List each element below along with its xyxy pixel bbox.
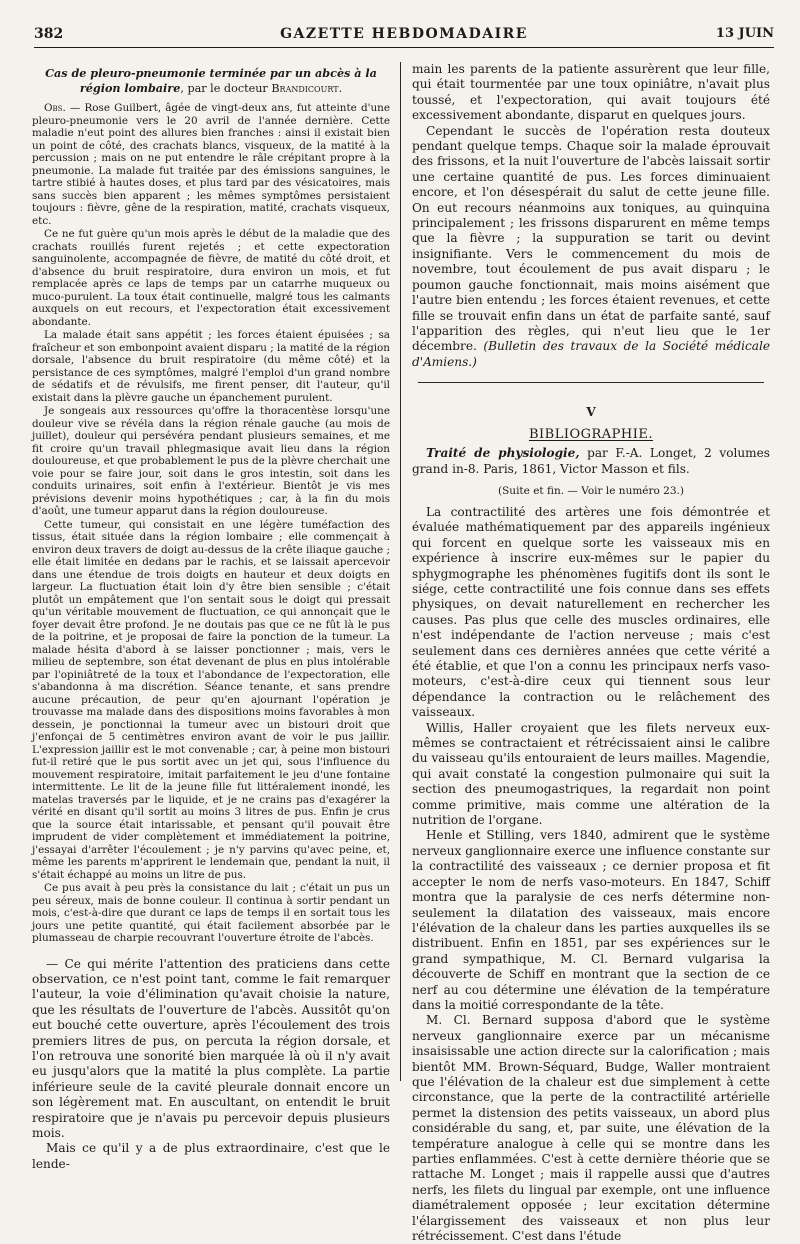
paragraph: Mais ce qu'il y a de plus extraordinaire, c'est que le lende- (32, 1141, 390, 1171)
right-column (412, 62, 770, 1244)
paragraph (32, 102, 390, 227)
paragraph (412, 124, 770, 371)
left-column (32, 62, 390, 1171)
paragraph: La malade était sans appétit ; les forces étaient épuisées ; sa fraîcheur et son embonpoint avaient disparu ; la matité de la région dorsale, l'absence du bruit respiratoire (du même côté) et la persistance de ces symptômes, malgré l'emploi d'un grand nombre de sédatifs et de révulsifs, me firent penser, dit l'auteur, qu'il existait dans la plèvre gauche un épanchement purulent. (32, 329, 390, 404)
commentary-text (32, 957, 390, 1173)
book-title: Traité de physiologie, (426, 446, 580, 461)
article-title-byline: , par le docteur (180, 82, 268, 95)
paragraph: Je songeais aux ressources qu'offre la thoracentèse lorsqu'une douleur vive se révéla dans la région rénale gauche (au mois de juillet), douleur qui persévéra pendant plusieurs semaines, et me fit croire qu'un travail phlegmasique avait lieu dans la région douloureuse, et que probablement le pus de la plèvre cherchait une voie pour se faire jour, soit dans le gros intestin, soit dans les conduits urinaires, soit enfin à l'extérieur. Bientôt je vis mes prévisions devenir moins hypothétiques ; car, à la fin du mois d'août, une tumeur apparut dans la région douloureuse. (32, 405, 390, 517)
page-header (34, 22, 774, 48)
continuation-note: (Suite et fin. — Voir le numéro 23.) (498, 484, 684, 497)
paragraph: Ce pus avait à peu près la consistance du lait ; c'était un pus un peu séreux, mais de bonne couleur. Il continua à sortir pendant un mois, c'est-à-dire que durant ce laps de temps il en sortait tous les jours une petite quantité, qui était facilement absorbée par le plumasseau de charpie recouvrant l'ouverture étroite de l'abcès. (32, 882, 390, 944)
issue-date: 13 JUIN (715, 26, 774, 41)
article-title (38, 66, 384, 96)
source-citation: (Bulletin des travaux de la Société médicale d'Amiens.) (412, 339, 770, 369)
bibliography-entry (412, 446, 770, 477)
observation-text (32, 102, 390, 945)
paragraph-text: Rose Guilbert, âgée de vingt-deux ans, fut atteinte d'une pleuro-pneumonie vers le 20 avril de l'année dernière. Cette maladie n'eut point des allures bien franches : ainsi il existait bien un point de côté, des crachats blancs, visqueux, de la matité à la percussion ; mais on ne put entendre le râle crépitant propre à la pneumonie. La malade fut traitée par des émissions sanguines, le tartre stibié à hautes doses, et plus tard par des vésicatoires, mais sans succès bien apparent ; les mêmes symptômes persistaient toujours : fièvre, gêne de la respiration, matité, crachats visqueux, etc. (32, 102, 390, 227)
paragraph: Willis, Haller croyaient que les filets nerveux eux-mêmes se contractaient et rétrécissaient ainsi le calibre du vaisseau qu'ils entouraient de leurs mailles. Magendie, qui avait constaté la congestion pulmonaire qui suit la section des pneumogastriques, la regardait non point comme primitive, mais comme une altération de la nutrition de l'organe. (412, 720, 770, 828)
obs-label: Obs. — (44, 102, 81, 114)
section-rule (418, 382, 764, 383)
section-title: BIBLIOGRAPHIE. (528, 427, 654, 443)
page-number: 382 (34, 26, 64, 42)
paragraph: Cette tumeur, qui consistait en une légère tuméfaction des tissus, était située dans la région lombaire ; elle commençait à environ deux travers de doigt au-dessus de la crête iliaque gauche ; elle était limitée en dedans par le rachis, et se laissait apercevoir dans une étendue de trois doigts en hauteur et deux doigts en largeur. La fluctuation était loin d'y être bien sensible ; c'était plutôt un empâtement que l'on sentait sous le doigt qui pressait qu'un véritable mouvement de fluctuation, ce qui annonçait que le foyer devait être profond. Je ne doutais pas que ce ne fût là le pus de la poitrine, et je proposai de faire la ponction de la tumeur. La malade hésita d'abord à se laisser ponctionner ; mais, vers le milieu de septembre, son état devenant de plus en plus intolérable par l'opiniâtreté de la toux et l'abondance de l'expectoration, elle s'abandonna à ma discrétion. Séance tenante, et sans prendre aucune précaution, de peur qu'en ajournant l'opération je trouvasse ma malade dans des dispositions moins favorables à mon dessein, je ponctionnai la tumeur avec un bistouri droit que j'enfonçai de 5 centimètres environ avant de voir le pus jaillir. L'expression jaillir est le mot convenable ; car, à peine mon bistouri fut-il retiré que le pus sortit avec un jet qui, sous l'influence du mouvement respiratoire, imitait parfaitement le jeu d'une fontaine intermittente. Le lit de la jeune fille fut littéralement inondé, les matelas traversés par le liquide, et je ne crains pas d'exagérer la vérité en disant qu'il sortit au moins 3 litres de pus. Enfin je crus que la source était intarissable, et pensant qu'il pouvait être imprudent de vider complètement et immédiatement la poitrine, j'essayai d'arrêter l'écoulement ; je n'y parvins qu'avec peine, et, même les parents m'apprirent le lendemain que, pendant la nuit, il s'était échappé au moins un litre de pus. (32, 518, 390, 881)
paragraph: Ce ne fut guère qu'un mois après le début de la maladie que des crachats rouillés furent rejetés ; et cette expectoration sanguinolente, accompagnée de fièvre, de matité du côté droit, et d'absence du bruit respiratoire, dura environ un mois, et fut remplacée après ce laps de temps par un catarrhe muqueux ou muco-purulent. La toux était continuelle, malgré tous les calmants auxquels on eut recours, et l'expectoration était excessivement abondante. (32, 228, 390, 328)
paragraph: — Ce qui mérite l'attention des praticiens dans cette observation, ce n'est point tant, comme le fait remarquer l'auteur, la voie d'élimination qu'avait choisie la nature, que les résultats de l'ouverture de l'abcès. Aussitôt qu'on eut bouché cette ouverture, après l'écoulement des trois premiers litres de pus, on percuta la région dorsale, et l'on retrouva une sonorité bien marquée là où il n'y avait eu jusqu'alors que la matité la plus complète. La partie inférieure seule de la cavité pleurale donnait encore un son légèrement mat. En auscultant, on entendit le bruit respiratoire que je n'avais pu percevoir depuis plusieurs mois. (32, 956, 390, 1140)
article-author: Brandicourt. (271, 82, 343, 95)
journal-title: GAZETTE HEBDOMADAIRE (280, 26, 528, 42)
column-divider (400, 62, 401, 1081)
paragraph: main les parents de la patiente assurèrent que leur fille, qui était tourmentée par une toux opiniâtre, n'avait plus toussé, et l'expectoration, qui avait toujours été excessivement abondante, disparut en quelques jours. (412, 62, 770, 123)
article-title-main: Cas de pleuro-pneumonie terminée par un abcès à la région lombaire (45, 66, 377, 95)
continued-text (412, 62, 770, 370)
paragraph-text: Cependant le succès de l'opération resta douteux pendant quelque temps. Chaque soir la malade éprouvait des frissons, et la nuit l'ouverture de l'abcès laissait sortir une certaine quantité de pus. Les forces diminuaient encore, et l'on désespérait du salut de cette jeune fille. On eut recours néanmoins aux toniques, au quinquina principalement ; les frissons disparurent en même temps que la fièvre ; la suppuration se tarit ou devint insignifiante. Vers le commencement du mois de novembre, tout écoulement de pus avait disparu ; le poumon gauche fonctionnait, mais moins aisément que l'autre bien entendu ; les forces étaient revenues, et cette fille se trouvait enfin dans un état de parfaite santé, sauf l'apparition des règles, qui n'eut lieu que le 1er décembre. (412, 123, 770, 354)
paragraph: La contractilité des artères une fois démontrée et évaluée mathématiquement par des appareils ingénieux qui forcent en quelque sorte les vaisseaux mis en expérience à inscrire eux-mêmes sur le papier du sphygmographe les phénomènes fugitifs dont ils sont le siége, cette contractilité une fois connue dans ses effets physiques, on devait naturellement en rechercher les causes. Pas plus que celle des muscles ordinaires, elle n'est indépendante de l'action nerveuse ; mais c'est seulement dans ces dernières années que cette vérité a été établie, et que l'on a connu les principaux nerfs vaso-moteurs, c'est-à-dire ceux qui tiennent sous leur dépendance la contraction ou le relâchement des vaisseaux. (412, 504, 770, 720)
review-text (412, 505, 770, 1244)
section-number: V (586, 405, 596, 420)
paragraph: Henle et Stilling, vers 1840, admirent que le système nerveux ganglionnaire exerce une influence constante sur la contractilité des vaisseaux ; ce dernier proposa et fit accepter le nom de nerfs vaso-moteurs. En 1847, Schiff montra que la paralysie de ces nerfs détermine non-seulement la dilatation des vaisseaux, mais encore l'élévation de la chaleur dans les parties auxquelles ils se distribuent. Enfin en 1851, par ses expériences sur le grand sympathique, M. Cl. Bernard vulgarisa la découverte de Schiff en montrant que la section de ce nerf au cou détermine une élévation de la température dans la moitié correspondante de la tête. (412, 828, 770, 1012)
paragraph: M. Cl. Bernard supposa d'abord que le système nerveux ganglionnaire exerce par un mécanisme insaisissable une action directe sur la calorification ; mais bientôt MM. Brown-Séquard, Budge, Waller montraient que l'élévation de la chaleur est due simplement à cette circonstance, que la perte de la contractilité artérielle permet la distension des petits vaisseaux, un abord plus considérable du sang, et, par suite, une élévation de la température analogue à celle qui se montre dans les parties enflammées. C'est à cette dernière théorie que se rattache M. Longet ; mais il rappelle aussi que d'autres nerfs, les filets du lingual par exemple, ont une influence diamétralement opposée ; leur excitation détermine l'élargissement des vaisseaux et non plus leur rétrécissement. C'est dans l'étude (412, 1013, 770, 1244)
book-details: par F.-A. Longet, 2 volumes grand in-8. Paris, 1861, Victor Masson et fils. (412, 446, 770, 476)
